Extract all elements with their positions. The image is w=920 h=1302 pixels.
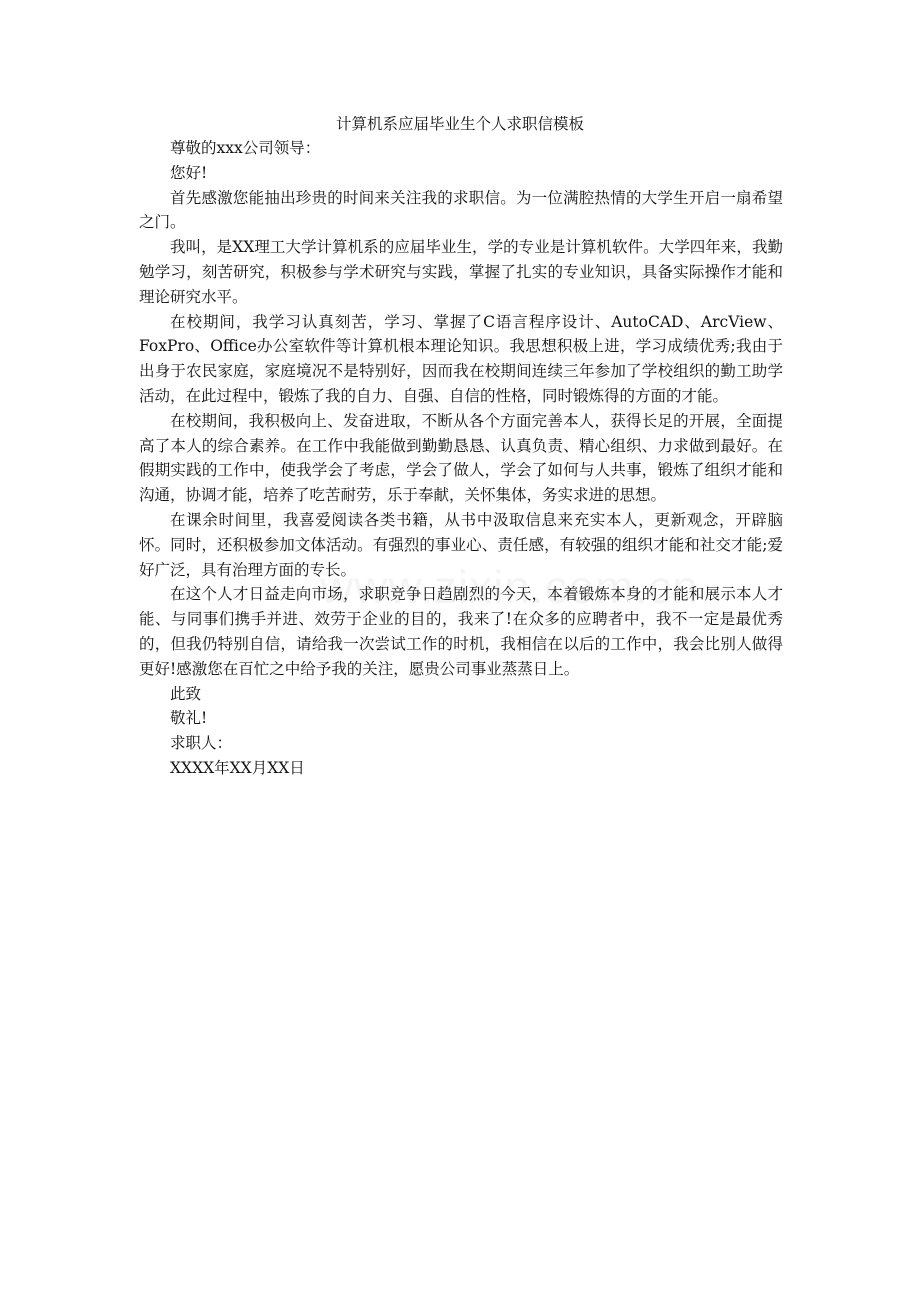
closing-line-1: 此致 [170,684,202,703]
closing-line-2: 敬礼! [170,709,208,728]
letter-body [139,136,783,781]
paragraph-1: 首先感激您能抽出珍贵的时间来关注我的求职信。为一位满腔热情的大学生开启一扇希望之门。 [139,188,783,232]
watermark [320,560,699,614]
paragraph-3: 在校期间，我学习认真刻苦，学习、掌握了C语言程序设计、AutoCAD、ArcView、FoxPro、Office办公室软件等计算机根本理论知识。我思想积极上进，学习成绩优秀;我由于出身于农民家庭，家庭境况不是特别好，因而我在校期间连续三年参加了学校组织的勤工助学活动，在此过程中，锻炼了我的自力、自强、自信的性格，同时锻炼得的方面的才能。 [139,312,783,405]
date-line: XXXX年XX月XX日 [170,758,305,777]
paragraph-6: 在这个人才日益走向市场，求职竞争日趋剧烈的今天，本着锻炼本身的才能和展示本人才能、与同事们携手并进、效劳于企业的目的，我来了!在众多的应聘者中，我不一定是最优秀的，但我仍特别自信，请给我一次尝试工作的时机，我相信在以后的工作中，我会比别人做得更好!感激您在百忙之中给予我的关注，愿贵公司事业蒸蒸日上。 [139,585,783,678]
document-title: 计算机系应届毕业生个人求职信模板 [335,115,584,133]
paragraph-4: 在校期间，我积极向上、发奋进取，不断从各个方面完善本人，获得长足的开展，全面提高了本人的综合素养。在工作中我能做到勤勤恳恳、认真负责、精心组织、力求做到最好。在假期实践的工作中，使我学会了考虑，学会了做人，学会了如何与人共事，锻炼了组织才能和沟通，协调才能，培养了吃苦耐劳，乐于奉献，关怀集体，务实求进的思想。 [139,411,783,505]
paragraph-5: 在课余时间里，我喜爱阅读各类书籍，从书中汲取信息来充实本人，更新观念，开辟脑怀。同时，还积极参加文体活动。有强烈的事业心、责任感，有较强的组织才能和社交才能;爱好广泛，具有治理方面的专长。 [139,510,783,579]
greeting: 您好! [170,163,208,182]
salutation: 尊敬的xxx公司领导： [170,139,321,157]
signature-line: 求职人： [170,734,233,753]
paragraph-2: 我叫，是XX理工大学计算机系的应届毕业生，学的专业是计算机软件。大学四年来，我勤勉学习，刻苦研究，积极参与学术研究与实践，掌握了扎实的专业知识，具备实际操作才能和理论研究水平。 [139,238,783,306]
